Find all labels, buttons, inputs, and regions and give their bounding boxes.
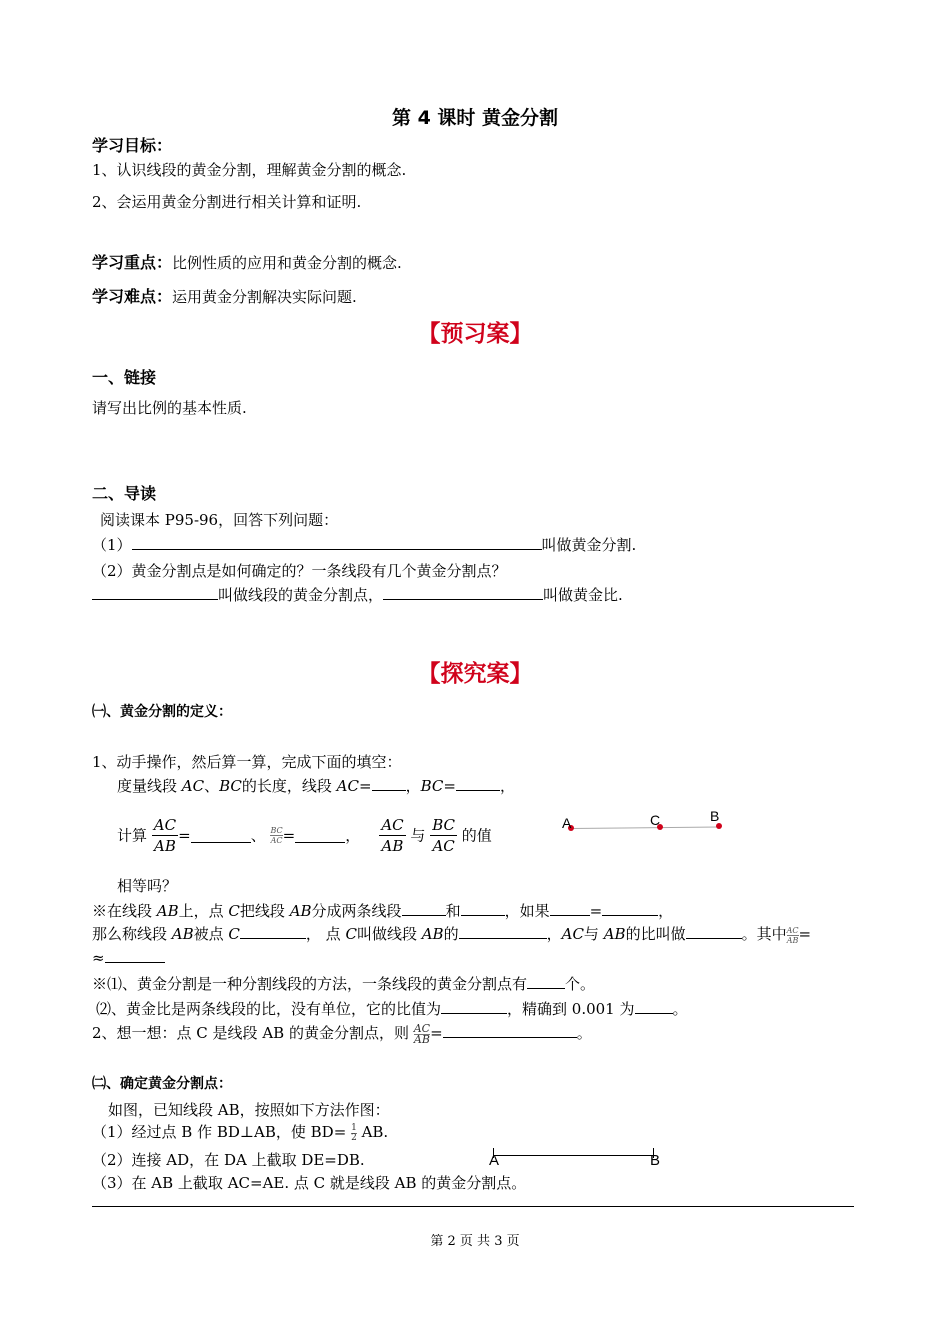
def2-p2: 被点 — [193, 925, 229, 943]
tiny3-num-ac: AC — [413, 1021, 431, 1035]
blank-seg2[interactable] — [461, 901, 505, 916]
task2-eq: = — [430, 1024, 443, 1042]
note1-end: 个。 — [565, 975, 596, 993]
def2-ab2: AB — [421, 925, 444, 943]
guide-q1-suffix: 叫做黄金分割. — [541, 536, 637, 554]
step-3: （3）在 AB 上截取 AC=AE. 点 C 就是线段 AB 的黄金分割点。 — [92, 1174, 527, 1192]
measure-line — [117, 776, 515, 796]
label-b: B — [710, 808, 720, 824]
measure-ac-eq: AC= — [336, 777, 372, 795]
measure-bc: BC — [219, 777, 242, 795]
frac-num-bc: BC — [432, 816, 455, 834]
blank-approx[interactable] — [105, 948, 165, 963]
step-2: （2）连接 AD，在 DA 上截取 DE=DB. — [92, 1151, 365, 1169]
def1-p4: 分成两条线段 — [311, 902, 402, 920]
frac2-den-ab: AB — [381, 837, 404, 855]
fraction-half — [351, 1124, 357, 1143]
equal-question: 相等吗？ — [117, 877, 178, 895]
calc-line: 计算 $\frac{AC}{AB}$ = 、 $\frac{BC}{AC}$ = ， $\frac{AC}{AB}$ 与 $\frac{BC}{AC}$ 的值 — [117, 816, 492, 855]
measure-end: ， — [499, 777, 515, 795]
segment-ab-line — [494, 1155, 654, 1156]
def2-p7: 与 — [583, 925, 604, 943]
blank-ratio1[interactable] — [550, 901, 590, 916]
segment-acb-line — [571, 826, 719, 829]
def2-ab1: AB — [171, 925, 194, 943]
measure-ac: AC — [181, 777, 205, 795]
guide-q2-end: 叫做黄金比. — [543, 586, 623, 604]
fraction-ac-ab-2 — [379, 815, 405, 856]
def1-p2: 上，点 — [178, 902, 229, 920]
tiny-den-ac: AC — [270, 836, 283, 845]
task2-text: 2、想一想：点 C 是线段 AB 的黄金分割点，则 — [92, 1024, 409, 1042]
footer-divider — [92, 1206, 854, 1207]
blank-bc-ac[interactable] — [295, 828, 345, 843]
guide-q2: （2）黄金分割点是如何确定的？一条线段有几个黄金分割点？ — [92, 562, 507, 580]
label-seg-b: B — [650, 1152, 661, 1169]
task2-end: 。 — [576, 1024, 592, 1042]
def1-ab2: AB — [289, 902, 312, 920]
def2-p8: 的比叫做 — [625, 925, 686, 943]
approx-sign: ≈ — [92, 949, 105, 967]
section2-intro: 如图，已知线段 AB，按照如下方法作图： — [108, 1101, 390, 1119]
note-line-2 — [96, 999, 688, 1019]
blank-bc-length[interactable] — [456, 776, 500, 791]
def1-c1: C — [228, 902, 240, 920]
blank-ac-length[interactable] — [372, 776, 406, 791]
goal-item-1: 1、认识线段的黄金分割，理解黄金分割的概念. — [92, 161, 407, 179]
note2-text: ⑵、黄金比是两条线段的比，没有单位，它的比值为 — [96, 1000, 442, 1018]
goal-item-2: 2、会运用黄金分割进行相关计算和证明. — [92, 193, 362, 211]
def2-p3: ， 点 — [305, 925, 346, 943]
blank-task2[interactable] — [443, 1023, 577, 1038]
measure-comma: ， — [405, 777, 421, 795]
blank-seg1[interactable] — [402, 901, 446, 916]
def1-eq: = — [589, 902, 603, 920]
guide-intro: 阅读课本 P95-96，回答下列问题： — [100, 511, 339, 529]
goals-heading: 学习目标： — [92, 136, 173, 155]
value-word: 的值 — [461, 826, 492, 845]
section1-heading: ㈠、黄金分割的定义： — [92, 704, 232, 720]
def1-p6: ，如果 — [504, 902, 550, 920]
half-num: 1 — [351, 1122, 357, 1133]
note-line-1 — [92, 974, 595, 994]
blank-q1[interactable] — [132, 535, 542, 550]
fraction-ac-ab — [152, 815, 178, 856]
def2-ac: AC — [561, 925, 584, 943]
focus-text: 比例性质的应用和黄金分割的概念. — [172, 254, 402, 272]
def2-p1: 那么称线段 — [92, 925, 172, 943]
guide-q1 — [92, 535, 636, 555]
fraction-ac-ab-small — [787, 926, 799, 945]
guide-q2-mid: 叫做线段的黄金分割点， — [218, 586, 384, 604]
label-seg-a: A — [489, 1152, 500, 1169]
difficulty-line — [92, 287, 357, 307]
blank-point-name[interactable] — [459, 924, 547, 939]
explore-section-title: 【探究案】 — [417, 661, 533, 687]
and-word: 与 — [410, 826, 426, 845]
blank-golden-ratio[interactable] — [383, 585, 543, 600]
frac-den-ab: AB — [154, 837, 176, 855]
measure-pre: 度量线段 — [117, 777, 182, 795]
task1-text: 1、动手操作，然后算一算，完成下面的填空： — [92, 753, 402, 771]
tiny-num-bc: BC — [270, 826, 283, 835]
fraction-bc-ac — [430, 815, 457, 856]
measure-sep: 、 — [204, 777, 220, 795]
definition-line-1 — [92, 901, 673, 921]
blank-ratio2[interactable] — [602, 901, 658, 916]
blank-approx-value[interactable] — [635, 999, 673, 1014]
blank-ratio-value[interactable] — [441, 999, 507, 1014]
note2-mid: ，精确到 0.001 为 — [507, 1000, 635, 1018]
label-c: C — [650, 812, 661, 828]
preview-section-title: 【预习案】 — [417, 321, 533, 347]
guide-q2-answer — [92, 585, 623, 605]
blank-golden-point[interactable] — [92, 585, 218, 600]
def2-p9: 。其中 — [741, 925, 787, 943]
measure-bc-eq: BC= — [420, 777, 456, 795]
link-heading: 一、链接 — [92, 368, 157, 387]
def1-ab1: AB — [156, 902, 179, 920]
def2-c2: C — [345, 925, 357, 943]
approx-line — [92, 948, 165, 968]
blank-divided-by[interactable] — [240, 924, 306, 939]
task2-line — [92, 1023, 592, 1045]
def1-p5: 和 — [445, 902, 461, 920]
definition-line-2 — [92, 924, 811, 945]
difficulty-label: 学习难点： — [92, 287, 173, 306]
frac2-num-ac: AC — [381, 816, 404, 834]
focus-line — [92, 253, 402, 273]
guide-q1-prefix: （1） — [92, 536, 132, 554]
guide-heading: 二、导读 — [92, 484, 157, 503]
def2-ab3: AB — [603, 925, 626, 943]
measure-mid: 的长度，线段 — [241, 777, 337, 795]
page-footer: 第 2 页 共 3 页 — [430, 1234, 520, 1249]
calc-word: 计算 — [117, 826, 148, 845]
focus-label: 学习重点： — [92, 253, 173, 272]
blank-ac-ab[interactable] — [191, 828, 251, 843]
frac-num-ac: AC — [153, 816, 177, 834]
step1-text: （1）经过点 B 作 BD⊥AB，使 BD= — [92, 1123, 347, 1141]
def1-end: ， — [658, 902, 674, 920]
difficulty-text: 运用黄金分割解决实际问题. — [172, 288, 357, 306]
label-a: A — [562, 815, 572, 831]
def2-p5: 的 — [443, 925, 459, 943]
link-text: 请写出比例的基本性质. — [92, 399, 247, 417]
step-1 — [92, 1122, 388, 1143]
tiny2-den-ab: AB — [786, 935, 799, 945]
fraction-bc-ac-small — [270, 826, 282, 845]
def2-c1: C — [228, 925, 240, 943]
def1-p3: 把线段 — [239, 902, 290, 920]
page-title: 第 4 课时 黄金分割 — [391, 107, 559, 129]
step1-end: AB. — [361, 1123, 389, 1141]
tiny3-den-ab: AB — [413, 1032, 430, 1046]
section2-heading: ㈡、确定黄金分割点： — [92, 1076, 232, 1092]
fraction-ac-ab-task2 — [413, 1021, 431, 1046]
blank-point-count[interactable] — [527, 974, 565, 989]
note2-end: 。 — [672, 1000, 688, 1018]
tiny2-num-ac: AC — [786, 925, 799, 935]
def1-p1: ※在线段 — [92, 902, 157, 920]
def2-eq: = — [798, 925, 812, 943]
note1-text: ※⑴、黄金分割是一种分割线段的方法，一条线段的黄金分割点有 — [92, 975, 528, 993]
half-den: 2 — [351, 1132, 357, 1143]
def2-p6: ， — [546, 925, 562, 943]
frac-den-ac: AC — [432, 837, 455, 855]
blank-ratio-name[interactable] — [686, 924, 742, 939]
def2-p4: 叫做线段 — [356, 925, 422, 943]
